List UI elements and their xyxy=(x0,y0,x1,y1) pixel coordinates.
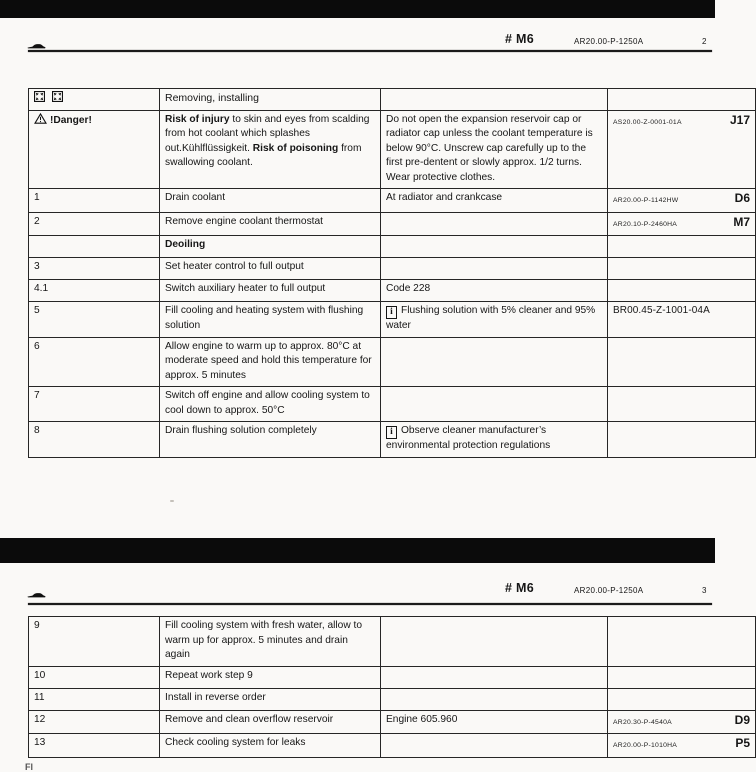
header-rule-2 xyxy=(28,603,712,605)
workstep-row xyxy=(29,422,756,458)
step-note-cell xyxy=(381,212,608,236)
workstep-row xyxy=(29,666,756,688)
step-code-cell xyxy=(608,666,756,688)
step-number-cell: 4.1 xyxy=(29,280,160,302)
step-description-cell: Set heater control to full output xyxy=(160,258,381,280)
step-code-cell xyxy=(608,422,756,458)
step-number-cell: 6 xyxy=(29,337,160,387)
document-code: AR20.30-P-4540A xyxy=(613,718,672,726)
header-icons-cell xyxy=(29,89,160,111)
step-note-cell xyxy=(381,688,608,710)
car-silhouette-icon xyxy=(27,586,46,604)
worksteps-table-page2 xyxy=(28,88,756,458)
danger-label: !Danger! xyxy=(50,114,92,126)
step-number-cell: 2 xyxy=(29,212,160,236)
clipped-text-fragment: Fl xyxy=(25,762,33,772)
workstep-row xyxy=(29,617,756,667)
reference-code: M7 xyxy=(733,214,750,229)
step-description-cell: Remove and clean overflow reservoir xyxy=(160,710,381,734)
step-code-cell xyxy=(608,302,756,338)
step-number-cell: 5 xyxy=(29,302,160,338)
step-number-cell: 3 xyxy=(29,258,160,280)
step-description-cell: Fill cooling system with fresh water, allow to warm up for approx. 5 minutes and drain again xyxy=(160,617,381,667)
danger-row xyxy=(29,110,756,189)
step-description-cell: Switch auxiliary heater to full output xyxy=(160,280,381,302)
subheading-row xyxy=(29,236,756,258)
step-description-cell: Fill cooling and heating system with flushing solution xyxy=(160,302,381,338)
step-note-cell: i Flushing solution with 5% cleaner and 95% water xyxy=(381,302,608,338)
workstep-row xyxy=(29,710,756,734)
info-icon: i xyxy=(386,426,397,439)
step-note-cell: At radiator and crankcase xyxy=(381,189,608,213)
step-note-cell: i Observe cleaner manufacturer’s environmental protection regulations xyxy=(381,422,608,458)
step-code-cell xyxy=(608,258,756,280)
step-description-cell: Remove engine coolant thermostat xyxy=(160,212,381,236)
page-number: 3 xyxy=(702,586,707,595)
reference-code: P5 xyxy=(735,736,750,750)
header-rule-1 xyxy=(28,50,712,52)
workstep-row xyxy=(29,280,756,302)
scan-separator-bar-top xyxy=(0,0,715,18)
step-number-cell: 11 xyxy=(29,688,160,710)
step-description-cell: Drain coolant xyxy=(160,189,381,213)
step-description-cell: Install in reverse order xyxy=(160,688,381,710)
page-header-2 xyxy=(0,576,715,606)
step-code-cell xyxy=(608,189,756,213)
document-code: AR20.00-P-1142HW xyxy=(613,197,679,204)
step-code-cell xyxy=(608,734,756,758)
workstep-row xyxy=(29,337,756,387)
car-silhouette-icon xyxy=(27,37,46,55)
step-code-cell xyxy=(608,280,756,302)
step-number-cell: 13 xyxy=(29,734,160,758)
step-description-cell: Repeat work step 9 xyxy=(160,666,381,688)
step-code-cell xyxy=(608,110,756,189)
document-number: AR20.00-P-1250A xyxy=(574,37,644,46)
step-note-cell: Engine 605.960 xyxy=(381,710,608,734)
step-note-cell xyxy=(381,236,608,258)
workstep-row xyxy=(29,387,756,422)
step-number-cell: 8 xyxy=(29,422,160,458)
document-number: AR20.00-P-1250A xyxy=(574,586,644,595)
step-note-cell xyxy=(381,666,608,688)
step-number-cell: 12 xyxy=(29,710,160,734)
step-description-cell: Deoiling xyxy=(160,236,381,258)
step-description-cell: Risk of injury to skin and eyes from scalding from hot coolant which splashes out.Kühlflüssigkeit. Risk of poisoning from swallowing coolant. xyxy=(160,110,381,189)
workstep-row xyxy=(29,258,756,280)
table-header-row xyxy=(29,89,756,111)
worksteps-table-page3 xyxy=(28,616,756,758)
step-code-cell xyxy=(608,688,756,710)
document-code: AS20.00-Z-0001-01A xyxy=(613,118,682,126)
workstep-row xyxy=(29,302,756,338)
installing-icon xyxy=(52,93,67,104)
step-note-cell xyxy=(381,337,608,387)
workstep-row xyxy=(29,189,756,213)
step-description-cell: Allow engine to warm up to approx. 80°C at moderate speed and hold this temperature for approx. 5 minutes xyxy=(160,337,381,387)
step-number-cell: 10 xyxy=(29,666,160,688)
step-note-cell xyxy=(381,617,608,667)
workstep-row xyxy=(29,688,756,710)
info-icon: i xyxy=(386,306,397,319)
scan-speck xyxy=(170,500,174,502)
workstep-row xyxy=(29,212,756,236)
step-note-cell xyxy=(381,734,608,758)
document-code: AR20.10-P-2460HA xyxy=(613,220,678,228)
step-code-cell xyxy=(608,337,756,387)
document-code: AR20.00-P-1010HA xyxy=(613,742,678,749)
step-code-cell xyxy=(608,617,756,667)
step-number-cell xyxy=(29,110,160,189)
removing-icon xyxy=(34,93,49,104)
step-code-cell xyxy=(608,212,756,236)
step-description-cell: Check cooling system for leaks xyxy=(160,734,381,758)
reference-code: D6 xyxy=(734,191,750,205)
document-code: BR00.45-Z-1001-04A xyxy=(613,305,710,316)
workstep-row xyxy=(29,734,756,758)
step-note-cell: Do not open the expansion reservoir cap or radiator cap unless the coolant temperature is below 90°C. Unscrew cap carefully up to the first pre-dentent or slowly approx. 1/2 turns. Wear protective clothes. xyxy=(381,110,608,189)
step-code-cell xyxy=(608,236,756,258)
scan-separator-bar-middle xyxy=(0,538,715,563)
worksteps-body-page3 xyxy=(29,617,756,758)
step-code-cell xyxy=(608,387,756,422)
page-number: 2 xyxy=(702,37,707,46)
section-code: # M6 xyxy=(505,581,534,595)
reference-code: J17 xyxy=(729,112,750,127)
page-header-1 xyxy=(0,28,715,58)
section-code: # M6 xyxy=(505,32,534,46)
step-description-cell: Drain flushing solution completely xyxy=(160,422,381,458)
step-code-cell xyxy=(608,710,756,734)
step-number-cell: 7 xyxy=(29,387,160,422)
header-empty-code-cell xyxy=(608,89,756,111)
step-note-cell xyxy=(381,387,608,422)
reference-code: D9 xyxy=(734,712,750,727)
step-number-cell xyxy=(29,236,160,258)
step-number-cell: 1 xyxy=(29,189,160,213)
step-number-cell: 9 xyxy=(29,617,160,667)
step-note-cell: Code 228 xyxy=(381,280,608,302)
header-empty-note-cell xyxy=(381,89,608,111)
table-title: Removing, installing xyxy=(160,89,381,111)
step-note-cell xyxy=(381,258,608,280)
worksteps-body-page2 xyxy=(29,110,756,457)
warning-triangle-icon xyxy=(34,115,47,126)
step-description-cell: Switch off engine and allow cooling system to cool down to approx. 50°C xyxy=(160,387,381,422)
